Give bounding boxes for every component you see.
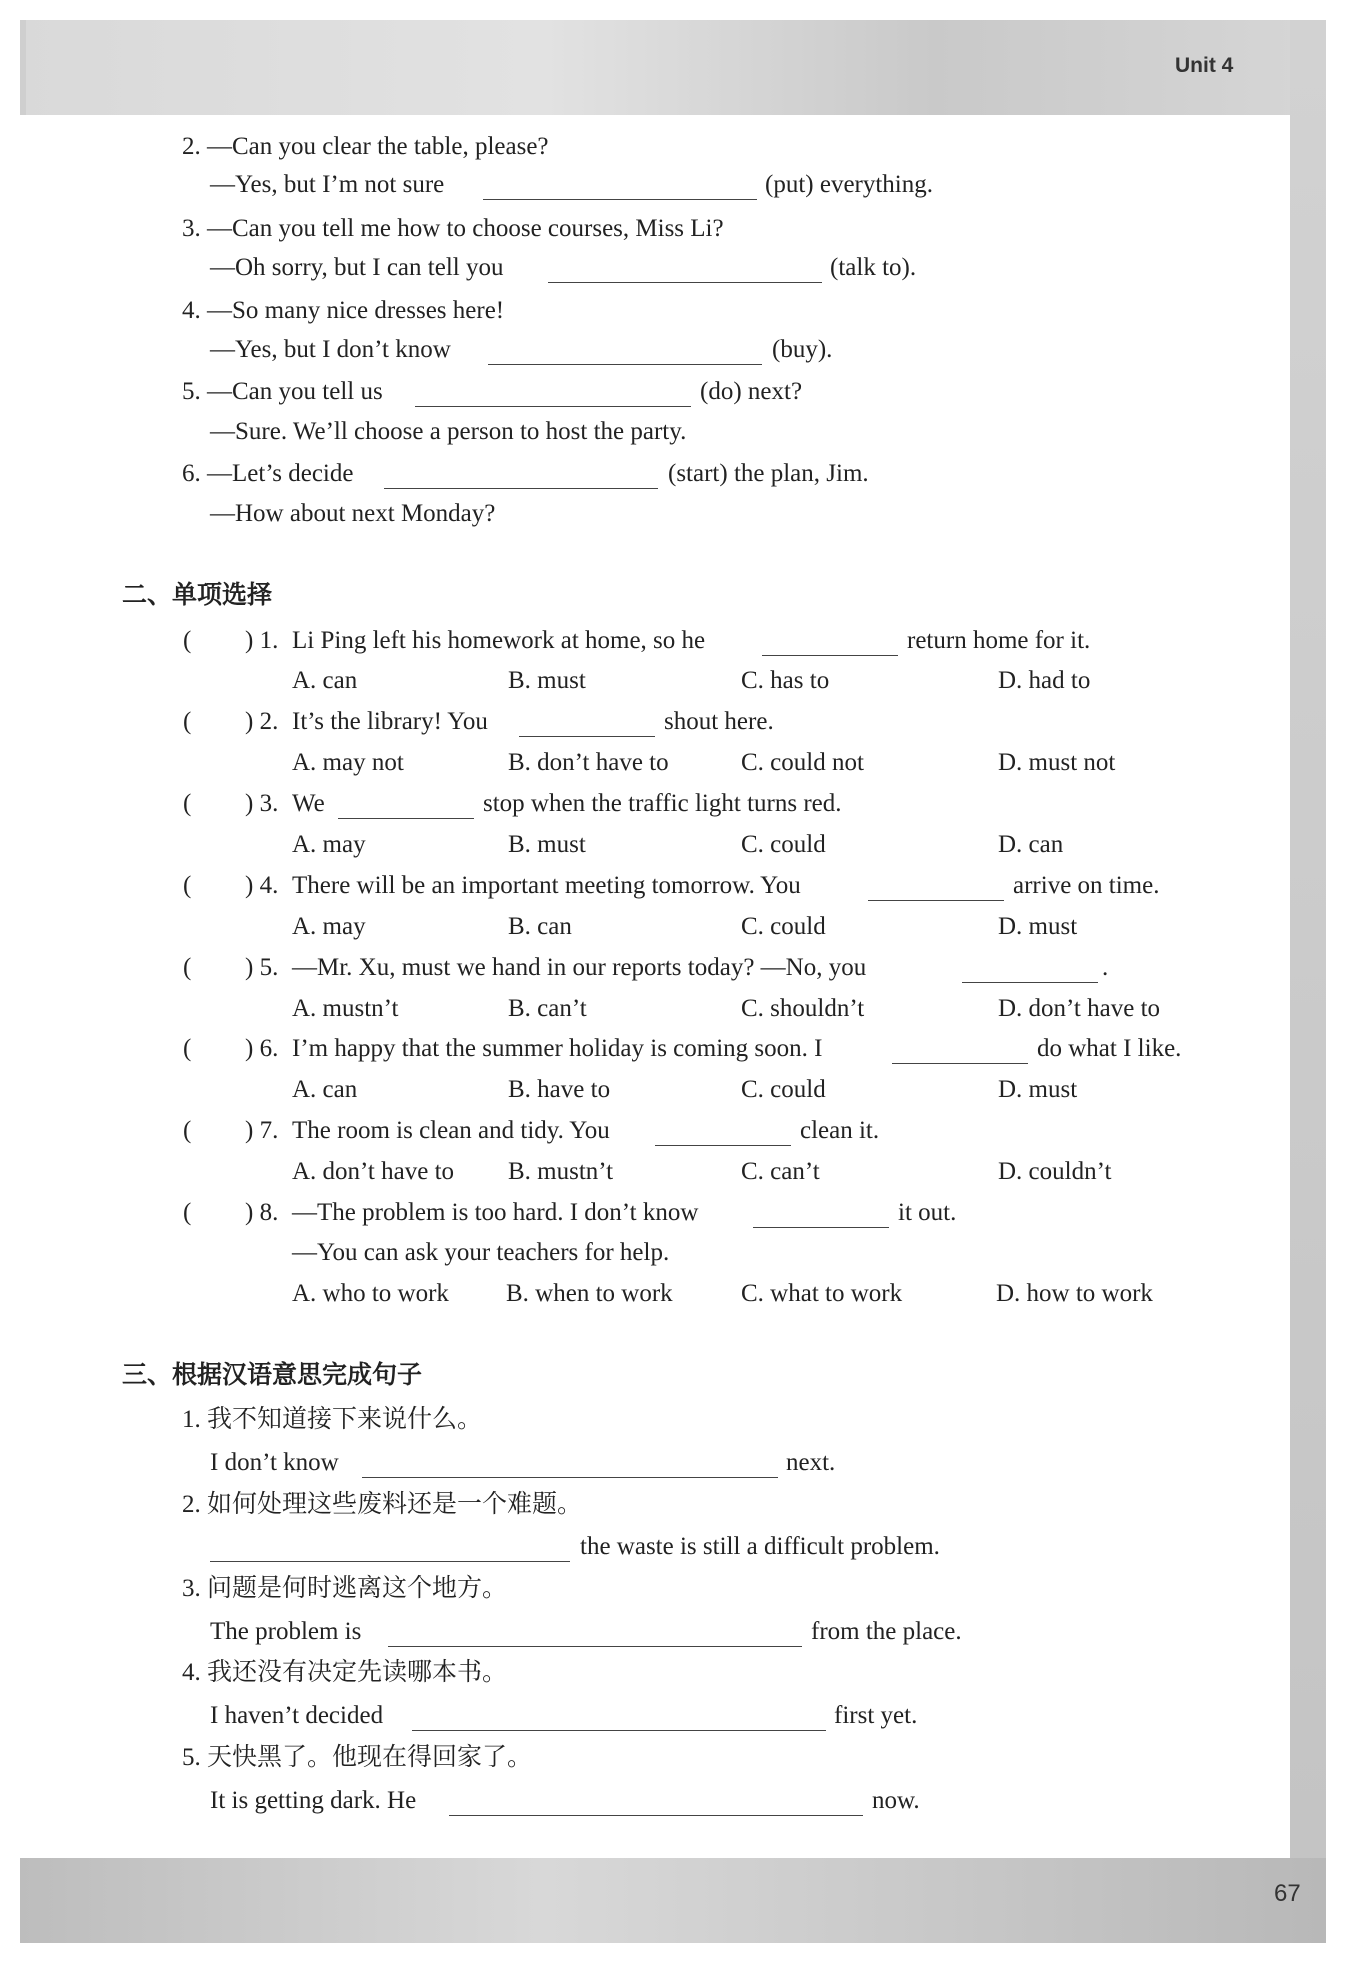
p1-item2-line1: 2. —Can you clear the table, please? [182, 133, 549, 160]
p1-item3-line2-end: (talk to). [830, 254, 917, 281]
q4-number: ) 4. [245, 872, 279, 899]
q4-paren[interactable]: ( [183, 872, 192, 899]
p1-item5-line1: 5. —Can you tell us [182, 378, 383, 405]
p3-item3-chinese: 3. 问题是何时逃离这个地方。 [182, 1575, 508, 1602]
q8-extra-line: —You can ask your teachers for help. [292, 1239, 670, 1266]
p3-item1-english: I don’t know [210, 1449, 339, 1476]
p3-item1-blank[interactable] [362, 1477, 778, 1478]
q7-stem: The room is clean and tidy. You [292, 1117, 610, 1144]
q4-stem-end: arrive on time. [1013, 872, 1160, 899]
p1-item6-line1-end: (start) the plan, Jim. [668, 460, 869, 487]
p3-item5-english: It is getting dark. He [210, 1787, 417, 1814]
q7-option-d[interactable]: D. couldn’t [998, 1158, 1112, 1185]
q8-option-a[interactable]: A. who to work [292, 1280, 449, 1307]
q1-paren[interactable]: ( [183, 627, 192, 654]
q6-option-b[interactable]: B. have to [508, 1076, 611, 1103]
q2-number: ) 2. [245, 708, 279, 735]
q6-number: ) 6. [245, 1035, 279, 1062]
p1-item2-line2-end: (put) everything. [765, 171, 934, 198]
q2-blank[interactable] [519, 736, 655, 737]
part2-title: 二、单项选择 [122, 580, 273, 609]
q8-stem: —The problem is too hard. I don’t know [292, 1199, 699, 1226]
q7-option-a[interactable]: A. don’t have to [292, 1158, 455, 1185]
q4-option-a[interactable]: A. may [292, 913, 366, 940]
p1-item2-blank[interactable] [483, 199, 757, 200]
p3-item2-blank[interactable] [210, 1561, 570, 1562]
q1-option-a[interactable]: A. can [292, 667, 358, 694]
p3-item4-english: I haven’t decided [210, 1702, 384, 1729]
p3-item5-chinese: 5. 天快黑了。他现在得回家了。 [182, 1744, 533, 1771]
p1-item6-line1: 6. —Let’s decide [182, 460, 354, 487]
q8-option-d[interactable]: D. how to work [996, 1280, 1153, 1307]
p1-item4-line2-end: (buy). [772, 336, 833, 363]
q6-stem-end: do what I like. [1037, 1035, 1182, 1062]
q3-option-a[interactable]: A. may [292, 831, 366, 858]
q1-option-d[interactable]: D. had to [998, 667, 1091, 694]
p3-item4-english-end: first yet. [834, 1702, 918, 1729]
page-footer-band [20, 1858, 1326, 1943]
q3-option-d[interactable]: D. can [998, 831, 1064, 858]
p1-item3-blank[interactable] [548, 282, 822, 283]
q4-option-b[interactable]: B. can [508, 913, 572, 940]
q6-blank[interactable] [892, 1063, 1028, 1064]
q2-paren[interactable]: ( [183, 708, 192, 735]
q3-option-b[interactable]: B. must [508, 831, 586, 858]
q2-option-c[interactable]: C. could not [741, 749, 864, 776]
p3-item4-blank[interactable] [412, 1730, 826, 1731]
q6-paren[interactable]: ( [183, 1035, 192, 1062]
p1-item5-line2: —Sure. We’ll choose a person to host the party. [210, 418, 687, 445]
q3-paren[interactable]: ( [183, 790, 192, 817]
q5-stem-end: . [1102, 954, 1109, 981]
q1-stem: Li Ping left his homework at home, so he [292, 627, 706, 654]
q6-option-d[interactable]: D. must [998, 1076, 1078, 1103]
p1-item5-blank[interactable] [415, 406, 691, 407]
q8-paren[interactable]: ( [183, 1199, 192, 1226]
page-edge-right [1290, 20, 1326, 1860]
p3-item1-english-end: next. [786, 1449, 836, 1476]
q1-stem-end: return home for it. [907, 627, 1091, 654]
q8-option-b[interactable]: B. when to work [506, 1280, 673, 1307]
q8-blank[interactable] [753, 1227, 889, 1228]
p1-item4-blank[interactable] [488, 364, 762, 365]
q3-number: ) 3. [245, 790, 279, 817]
p3-item3-blank[interactable] [388, 1646, 802, 1647]
q6-option-c[interactable]: C. could [741, 1076, 826, 1103]
q7-option-c[interactable]: C. can’t [741, 1158, 820, 1185]
p1-item3-line1: 3. —Can you tell me how to choose courses, Miss Li? [182, 215, 724, 242]
q4-blank[interactable] [868, 900, 1004, 901]
q7-stem-end: clean it. [800, 1117, 880, 1144]
page-number: 67 [1274, 1880, 1301, 1907]
p1-item4-line2: —Yes, but I don’t know [210, 336, 451, 363]
q7-blank[interactable] [655, 1145, 791, 1146]
q2-option-b[interactable]: B. don’t have to [508, 749, 669, 776]
p3-item4-chinese: 4. 我还没有决定先读哪本书。 [182, 1659, 508, 1686]
q5-option-b[interactable]: B. can’t [508, 995, 587, 1022]
p3-item5-english-end: now. [872, 1787, 920, 1814]
q5-option-a[interactable]: A. mustn’t [292, 995, 399, 1022]
q3-stem: We [292, 790, 325, 817]
p3-item2-chinese: 2. 如何处理这些废料还是一个难题。 [182, 1491, 583, 1518]
q3-option-c[interactable]: C. could [741, 831, 826, 858]
q4-option-c[interactable]: C. could [741, 913, 826, 940]
q5-number: ) 5. [245, 954, 279, 981]
q2-stem-end: shout here. [664, 708, 774, 735]
q1-number: ) 1. [245, 627, 279, 654]
p1-item5-line1-end: (do) next? [700, 378, 803, 405]
p3-item2-english-end: the waste is still a difficult problem. [580, 1533, 940, 1560]
p1-item6-blank[interactable] [384, 488, 658, 489]
q1-option-c[interactable]: C. has to [741, 667, 830, 694]
q8-stem-end: it out. [898, 1199, 957, 1226]
p3-item1-chinese: 1. 我不知道接下来说什么。 [182, 1406, 483, 1433]
q3-blank[interactable] [338, 818, 474, 819]
page-header-band [20, 20, 1326, 115]
q3-stem-end: stop when the traffic light turns red. [483, 790, 842, 817]
q1-blank[interactable] [762, 655, 898, 656]
q5-blank[interactable] [962, 982, 1098, 983]
q7-option-b[interactable]: B. mustn’t [508, 1158, 614, 1185]
q4-stem: There will be an important meeting tomorrow. You [292, 872, 801, 899]
page-edge-left [20, 20, 26, 115]
q6-stem: I’m happy that the summer holiday is coming soon. I [292, 1035, 823, 1062]
p3-item3-english-end: from the place. [811, 1618, 962, 1645]
p1-item6-line2: —How about next Monday? [210, 500, 496, 527]
q4-option-d[interactable]: D. must [998, 913, 1078, 940]
q7-number: ) 7. [245, 1117, 279, 1144]
p3-item5-blank[interactable] [449, 1815, 863, 1816]
part3-title: 三、根据汉语意思完成句子 [122, 1360, 423, 1389]
q5-paren[interactable]: ( [183, 954, 192, 981]
q5-option-d[interactable]: D. don’t have to [998, 995, 1161, 1022]
q8-option-c[interactable]: C. what to work [741, 1280, 903, 1307]
q6-option-a[interactable]: A. can [292, 1076, 358, 1103]
p1-item3-line2: —Oh sorry, but I can tell you [210, 254, 504, 281]
p1-item4-line1: 4. —So many nice dresses here! [182, 297, 505, 324]
p3-item3-english: The problem is [210, 1618, 362, 1645]
q5-option-c[interactable]: C. shouldn’t [741, 995, 865, 1022]
q8-number: ) 8. [245, 1199, 279, 1226]
q2-option-a[interactable]: A. may not [292, 749, 404, 776]
q5-stem: —Mr. Xu, must we hand in our reports today? —No, you [292, 954, 867, 981]
q1-option-b[interactable]: B. must [508, 667, 586, 694]
q2-option-d[interactable]: D. must not [998, 749, 1116, 776]
unit-label: Unit 4 [1175, 54, 1234, 77]
q7-paren[interactable]: ( [183, 1117, 192, 1144]
p1-item2-line2: —Yes, but I’m not sure [210, 171, 445, 198]
q2-stem: It’s the library! You [292, 708, 488, 735]
